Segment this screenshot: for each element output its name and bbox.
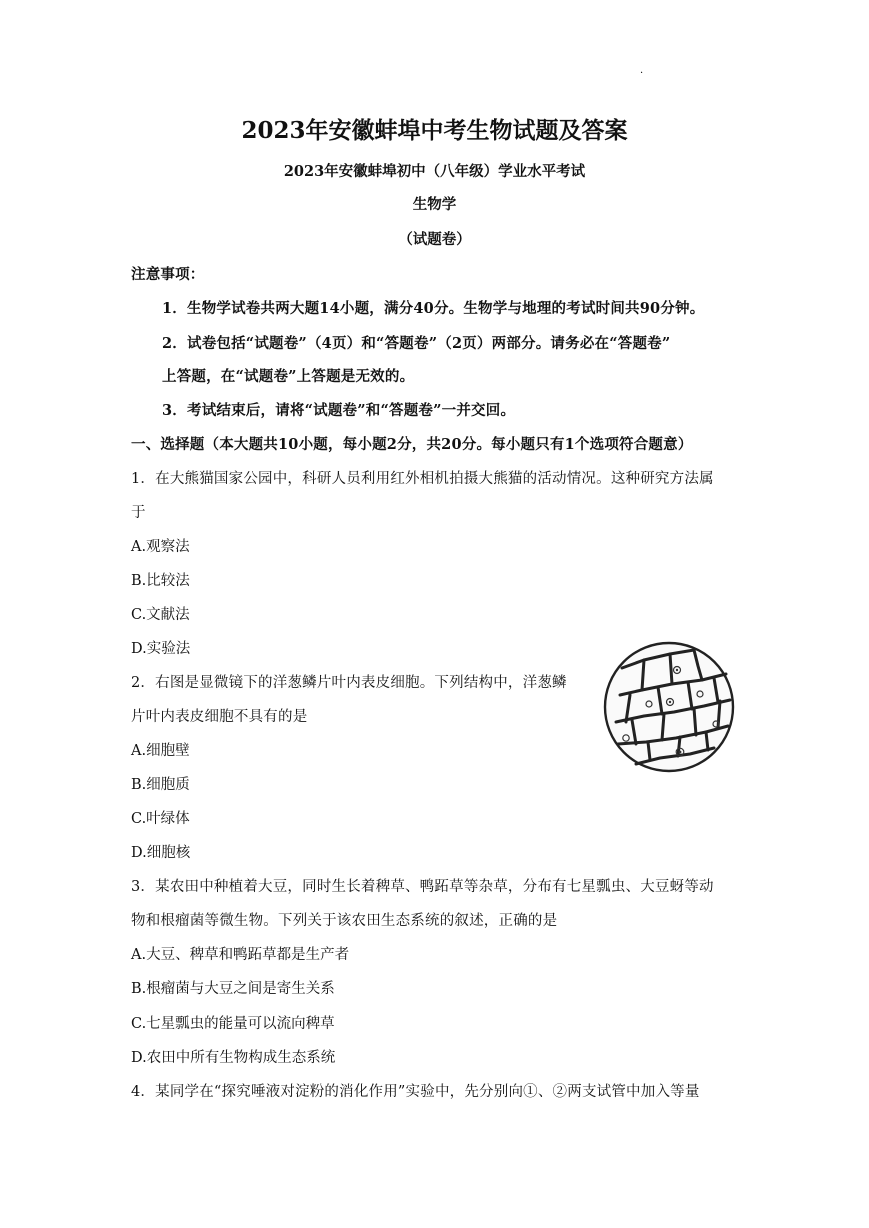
notice-item: 上答题，在“试题卷”上答题是无效的。 <box>162 368 415 385</box>
question-stem: 3．某农田中种植着大豆，同时生长着稗草、鸭跖草等杂草，分布有七星瓢虫、大豆蚜等动 <box>131 879 714 895</box>
option-d: D.农田中所有生物构成生态系统 <box>131 1050 336 1066</box>
page-dot: · <box>640 68 644 79</box>
notice-item: 3．考试结束后，请将“试题卷”和“答题卷”一并交回。 <box>162 402 516 419</box>
notice-item: 1．生物学试卷共两大题14小题，满分40分。生物学与地理的考试时间共90分钟。 <box>162 300 705 317</box>
option-b: B.细胞质 <box>131 777 190 793</box>
question-stem: 1．在大熊猫国家公园中，科研人员利用红外相机拍摄大熊猫的活动情况。这种研究方法属 <box>131 471 714 487</box>
paper-type: （试题卷） <box>398 231 471 248</box>
option-d: D.细胞核 <box>131 845 191 861</box>
onion-cell-figure <box>602 640 736 774</box>
option-d: D.实验法 <box>131 641 191 657</box>
exam-subtitle: 2023年安徽蚌埠初中（八年级）学业水平考试 <box>283 163 586 180</box>
option-b: B.比较法 <box>131 573 190 589</box>
notice-heading: 注意事项： <box>131 266 205 283</box>
option-c: C.叶绿体 <box>131 811 190 827</box>
option-c: C.七星瓢虫的能量可以流向稗草 <box>131 1016 335 1032</box>
question-stem: 4．某同学在“探究唾液对淀粉的消化作用”实验中，先分别向①、②两支试管中加入等量 <box>131 1084 700 1100</box>
page-title: 2023年安徽蚌埠中考生物试题及答案 <box>241 117 628 144</box>
section-heading: 一、选择题（本大题共10小题，每小题2分，共20分。每小题只有1个选项符合题意） <box>131 436 693 453</box>
question-stem: 2．右图是显微镜下的洋葱鳞片叶内表皮细胞。下列结构中，洋葱鳞 <box>131 675 567 691</box>
option-a: A.细胞壁 <box>131 743 190 759</box>
question-stem: 于 <box>131 505 146 521</box>
notice-item: 2．试卷包括“试题卷”（4页）和“答题卷”（2页）两部分。请务必在“答题卷” <box>162 335 671 352</box>
question-stem: 片叶内表皮细胞不具有的是 <box>131 709 308 725</box>
subject-name: 生物学 <box>412 196 457 213</box>
question-stem: 物和根瘤菌等微生物。下列关于该农田生态系统的叙述，正确的是 <box>131 913 558 929</box>
microscope-view-image <box>602 640 736 774</box>
option-a: A.观察法 <box>131 539 190 555</box>
option-a: A.大豆、稗草和鸭跖草都是生产者 <box>131 947 350 963</box>
option-c: C.文献法 <box>131 607 190 623</box>
option-b: B.根瘤菌与大豆之间是寄生关系 <box>131 981 335 997</box>
